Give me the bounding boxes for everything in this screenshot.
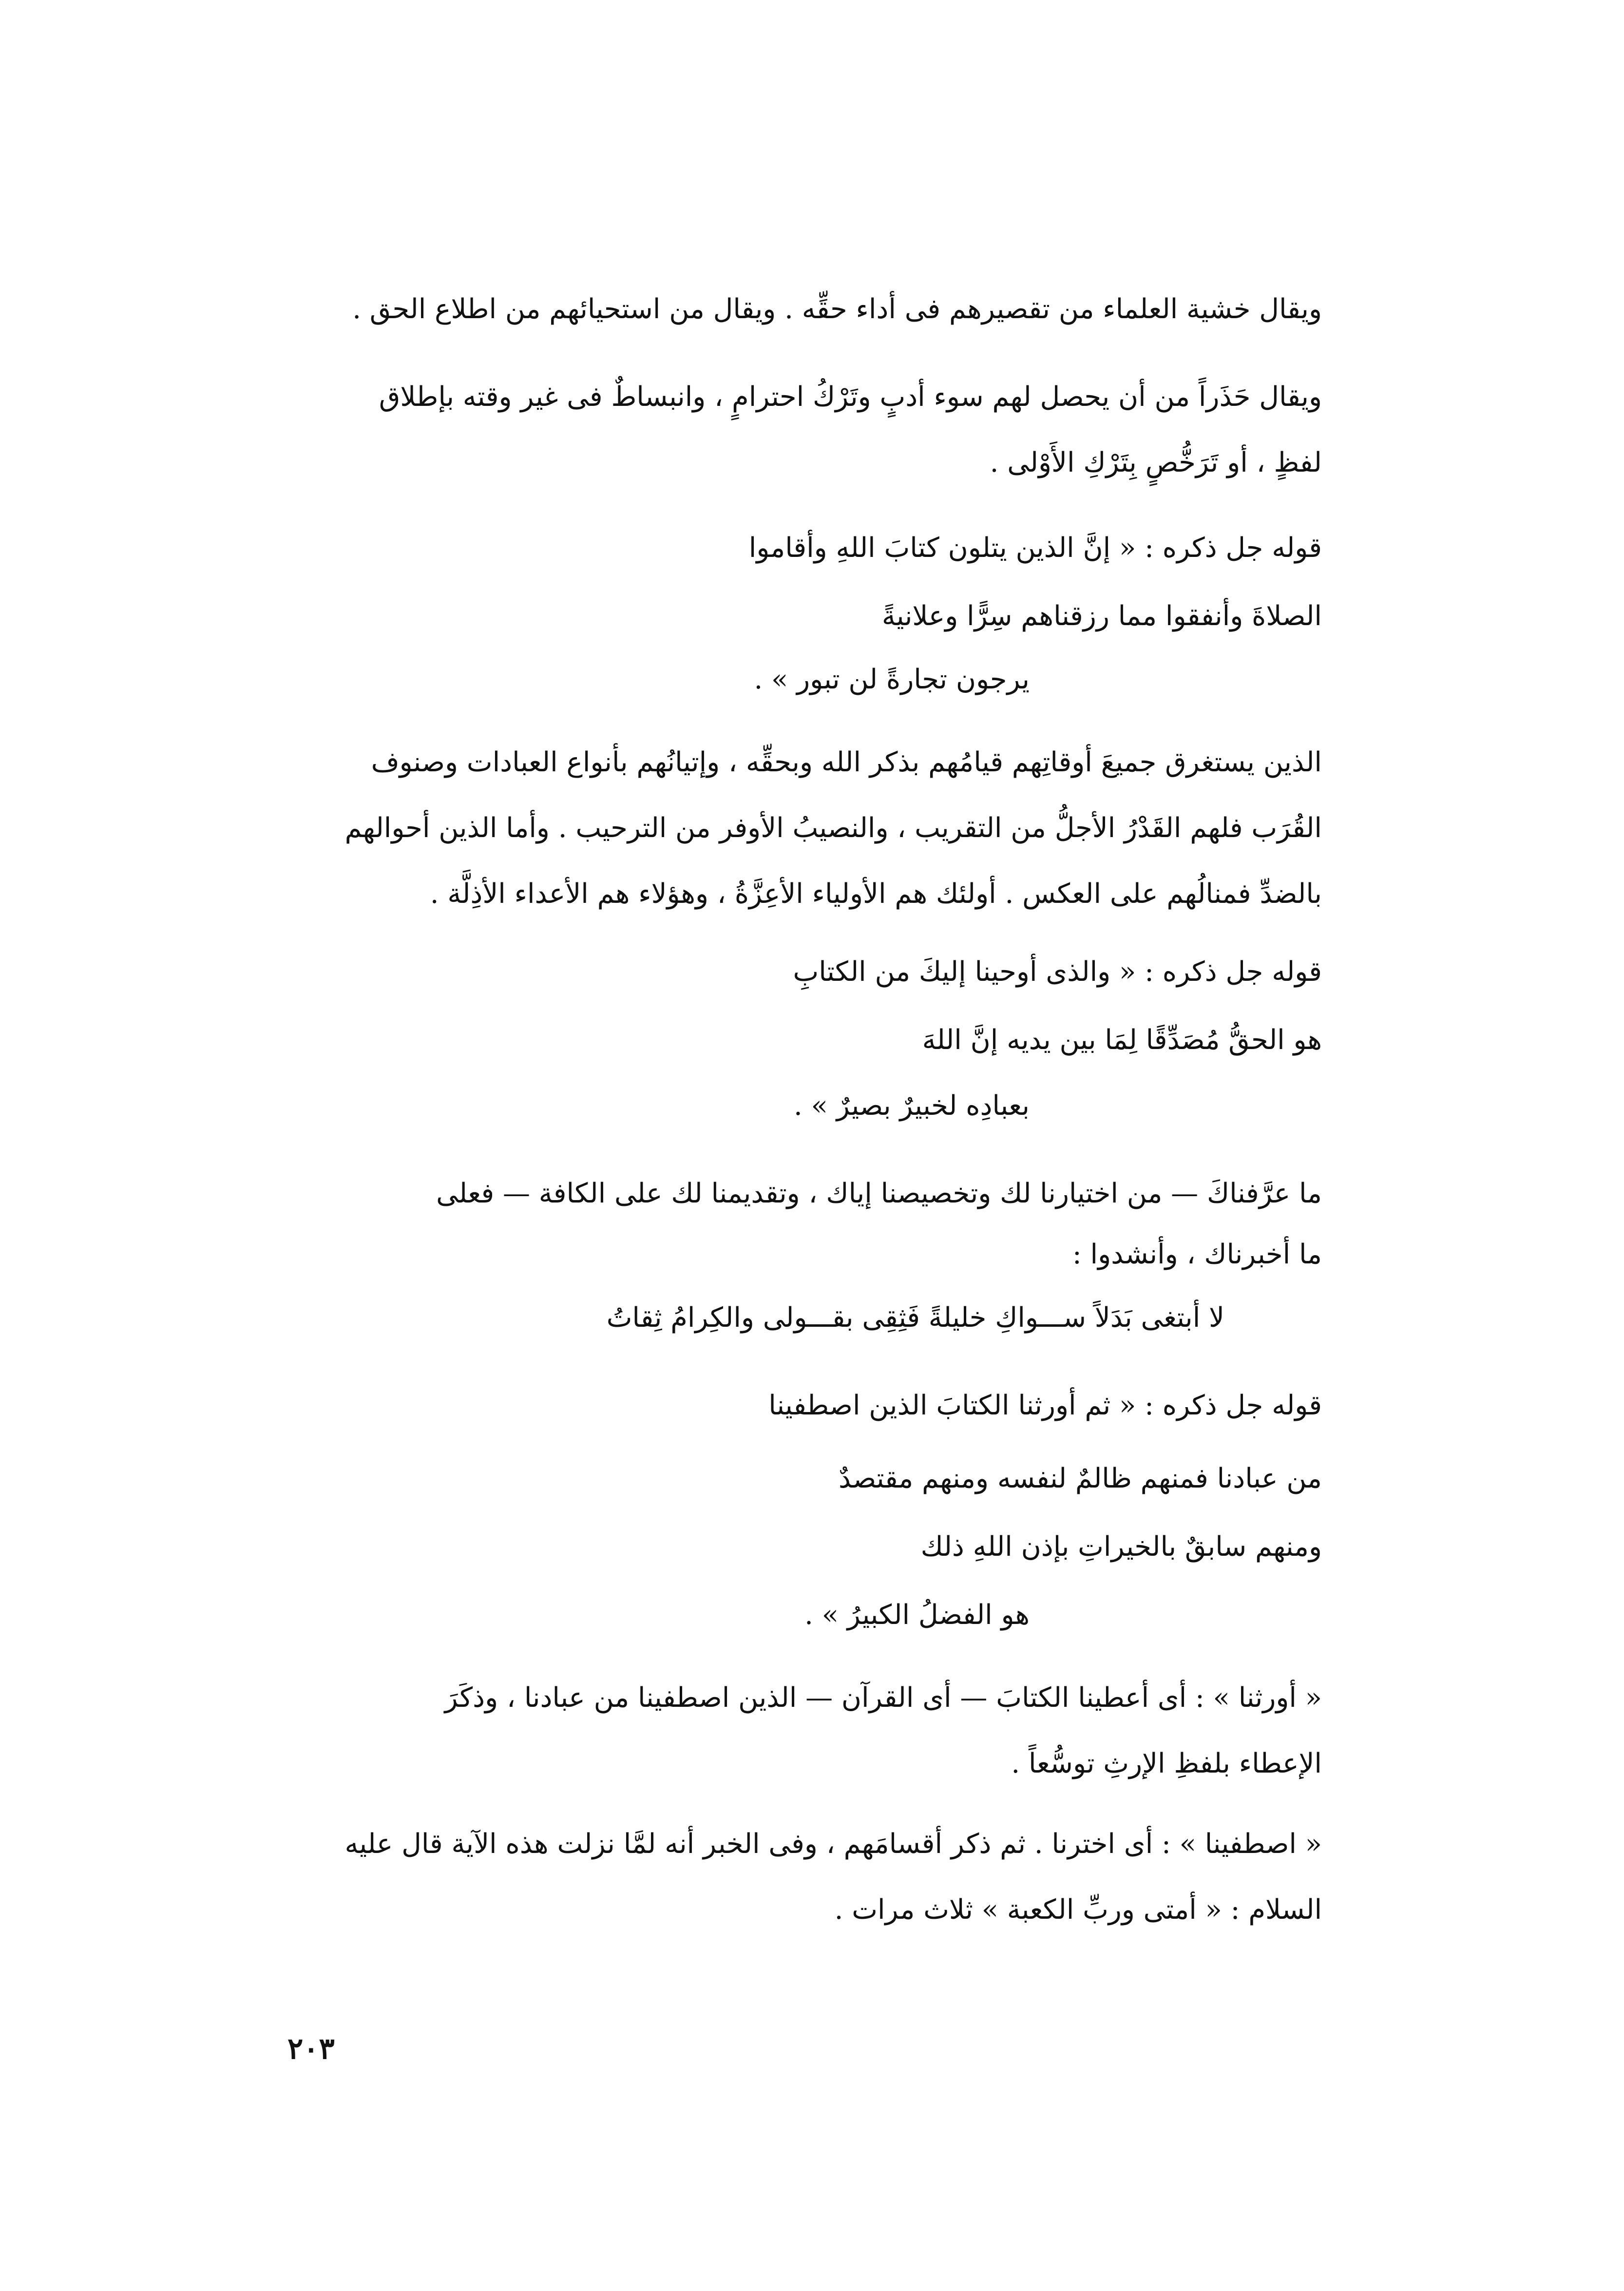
verse-heading-line: قوله جل ذكره : « إنَّ الذين يتلون كتابَ اللهِ وأقاموا bbox=[748, 532, 1322, 564]
verse-heading-line: ومنهم سابقٌ بالخيراتِ بإذن اللهِ ذلك bbox=[920, 1531, 1322, 1563]
verse-heading-line: قوله جل ذكره : « ثم أورثنا الكتابَ الذين اصطفينا bbox=[768, 1390, 1322, 1421]
verse-heading-line: من عبادنا فمنهم ظالمٌ لنفسه ومنهم مقتصدٌ bbox=[839, 1463, 1322, 1494]
text-line: بالضدِّ فمنالُهم على العكس . أولئك هم الأولياء الأعِزَّةُ ، وهؤلاء هم الأعداء الأذِلَّة . bbox=[430, 878, 1322, 910]
text-line: « أورثنا » : أى أعطينا الكتابَ — أى القرآن — الذين اصطفينا من عبادنا ، وذكَرَ bbox=[444, 1682, 1322, 1714]
text-line: ويقال حَذَراً من أن يحصل لهم سوء أدبٍ وتَرْكُ احترامٍ ، وانبساطٌ فى غير وقته بإطلاق bbox=[379, 381, 1322, 413]
text-line: ويقال خشية العلماء من تقصيرهم فى أداء حقِّه . ويقال من استحيائهم من اطلاع الحق . bbox=[352, 293, 1322, 325]
verse-heading-line: بعبادِه لخبيرٌ بصيرٌ » . bbox=[794, 1090, 1030, 1122]
verse-heading-line: قوله جل ذكره : « والذى أوحينا إليكَ من الكتابِ bbox=[793, 956, 1322, 988]
text-line: لفظٍ ، أو تَرَخُّصٍ بِتَرْكِ الأَوْلى . bbox=[990, 447, 1322, 478]
verse-heading-line: هو الحقُّ مُصَدِّقًا لِمَا بين يديه إنَّ اللهَ bbox=[922, 1024, 1322, 1056]
page-number: ٢٠٣ bbox=[287, 2032, 335, 2066]
text-line: الإعطاء بلفظِ الإرثِ توسُّعاً . bbox=[1011, 1748, 1322, 1779]
text-line: ما أخبرناك ، وأنشدوا : bbox=[1072, 1239, 1322, 1270]
verse-heading-line: يرجون تجارةً لن تبور » . bbox=[754, 664, 1030, 695]
text-line: ما عرَّفناكَ — من اختيارنا لك وتخصيصنا إياك ، وتقديمنا لك على الكافة — فعلى bbox=[436, 1178, 1322, 1209]
text-line: « اصطفينا » : أى اخترنا . ثم ذكر أقسامَهم ، وفى الخبر أنه لمَّا نزلت هذه الآية قال عليه bbox=[344, 1828, 1322, 1860]
text-line: القُرَب فلهم القَدْرُ الأجلُّ من التقريب ، والنصيبُ الأوفر من الترحيب . وأما الذين أحوالهم bbox=[344, 812, 1322, 844]
text-line: السلام : « أمتى وربِّ الكعبة » ثلاث مرات . bbox=[834, 1894, 1322, 1926]
verse-heading-line: الصلاةَ وأنفقوا مما رزقناهم سِرًّا وعلانيةً bbox=[881, 600, 1322, 632]
poem-verse: لا أبتغى بَدَلاً ســـواكِ خليلةً فَثِقِى بقـــولى والكِرامُ ثِقاتُ bbox=[606, 1302, 1224, 1334]
verse-heading-line: هو الفضلُ الكبيرُ » . bbox=[804, 1599, 1030, 1631]
text-line: الذين يستغرق جميعَ أوقاتِهم قيامُهم بذكر الله وبحقِّه ، وإتيانُهم بأنواع العبادات وصنوف bbox=[371, 746, 1322, 778]
